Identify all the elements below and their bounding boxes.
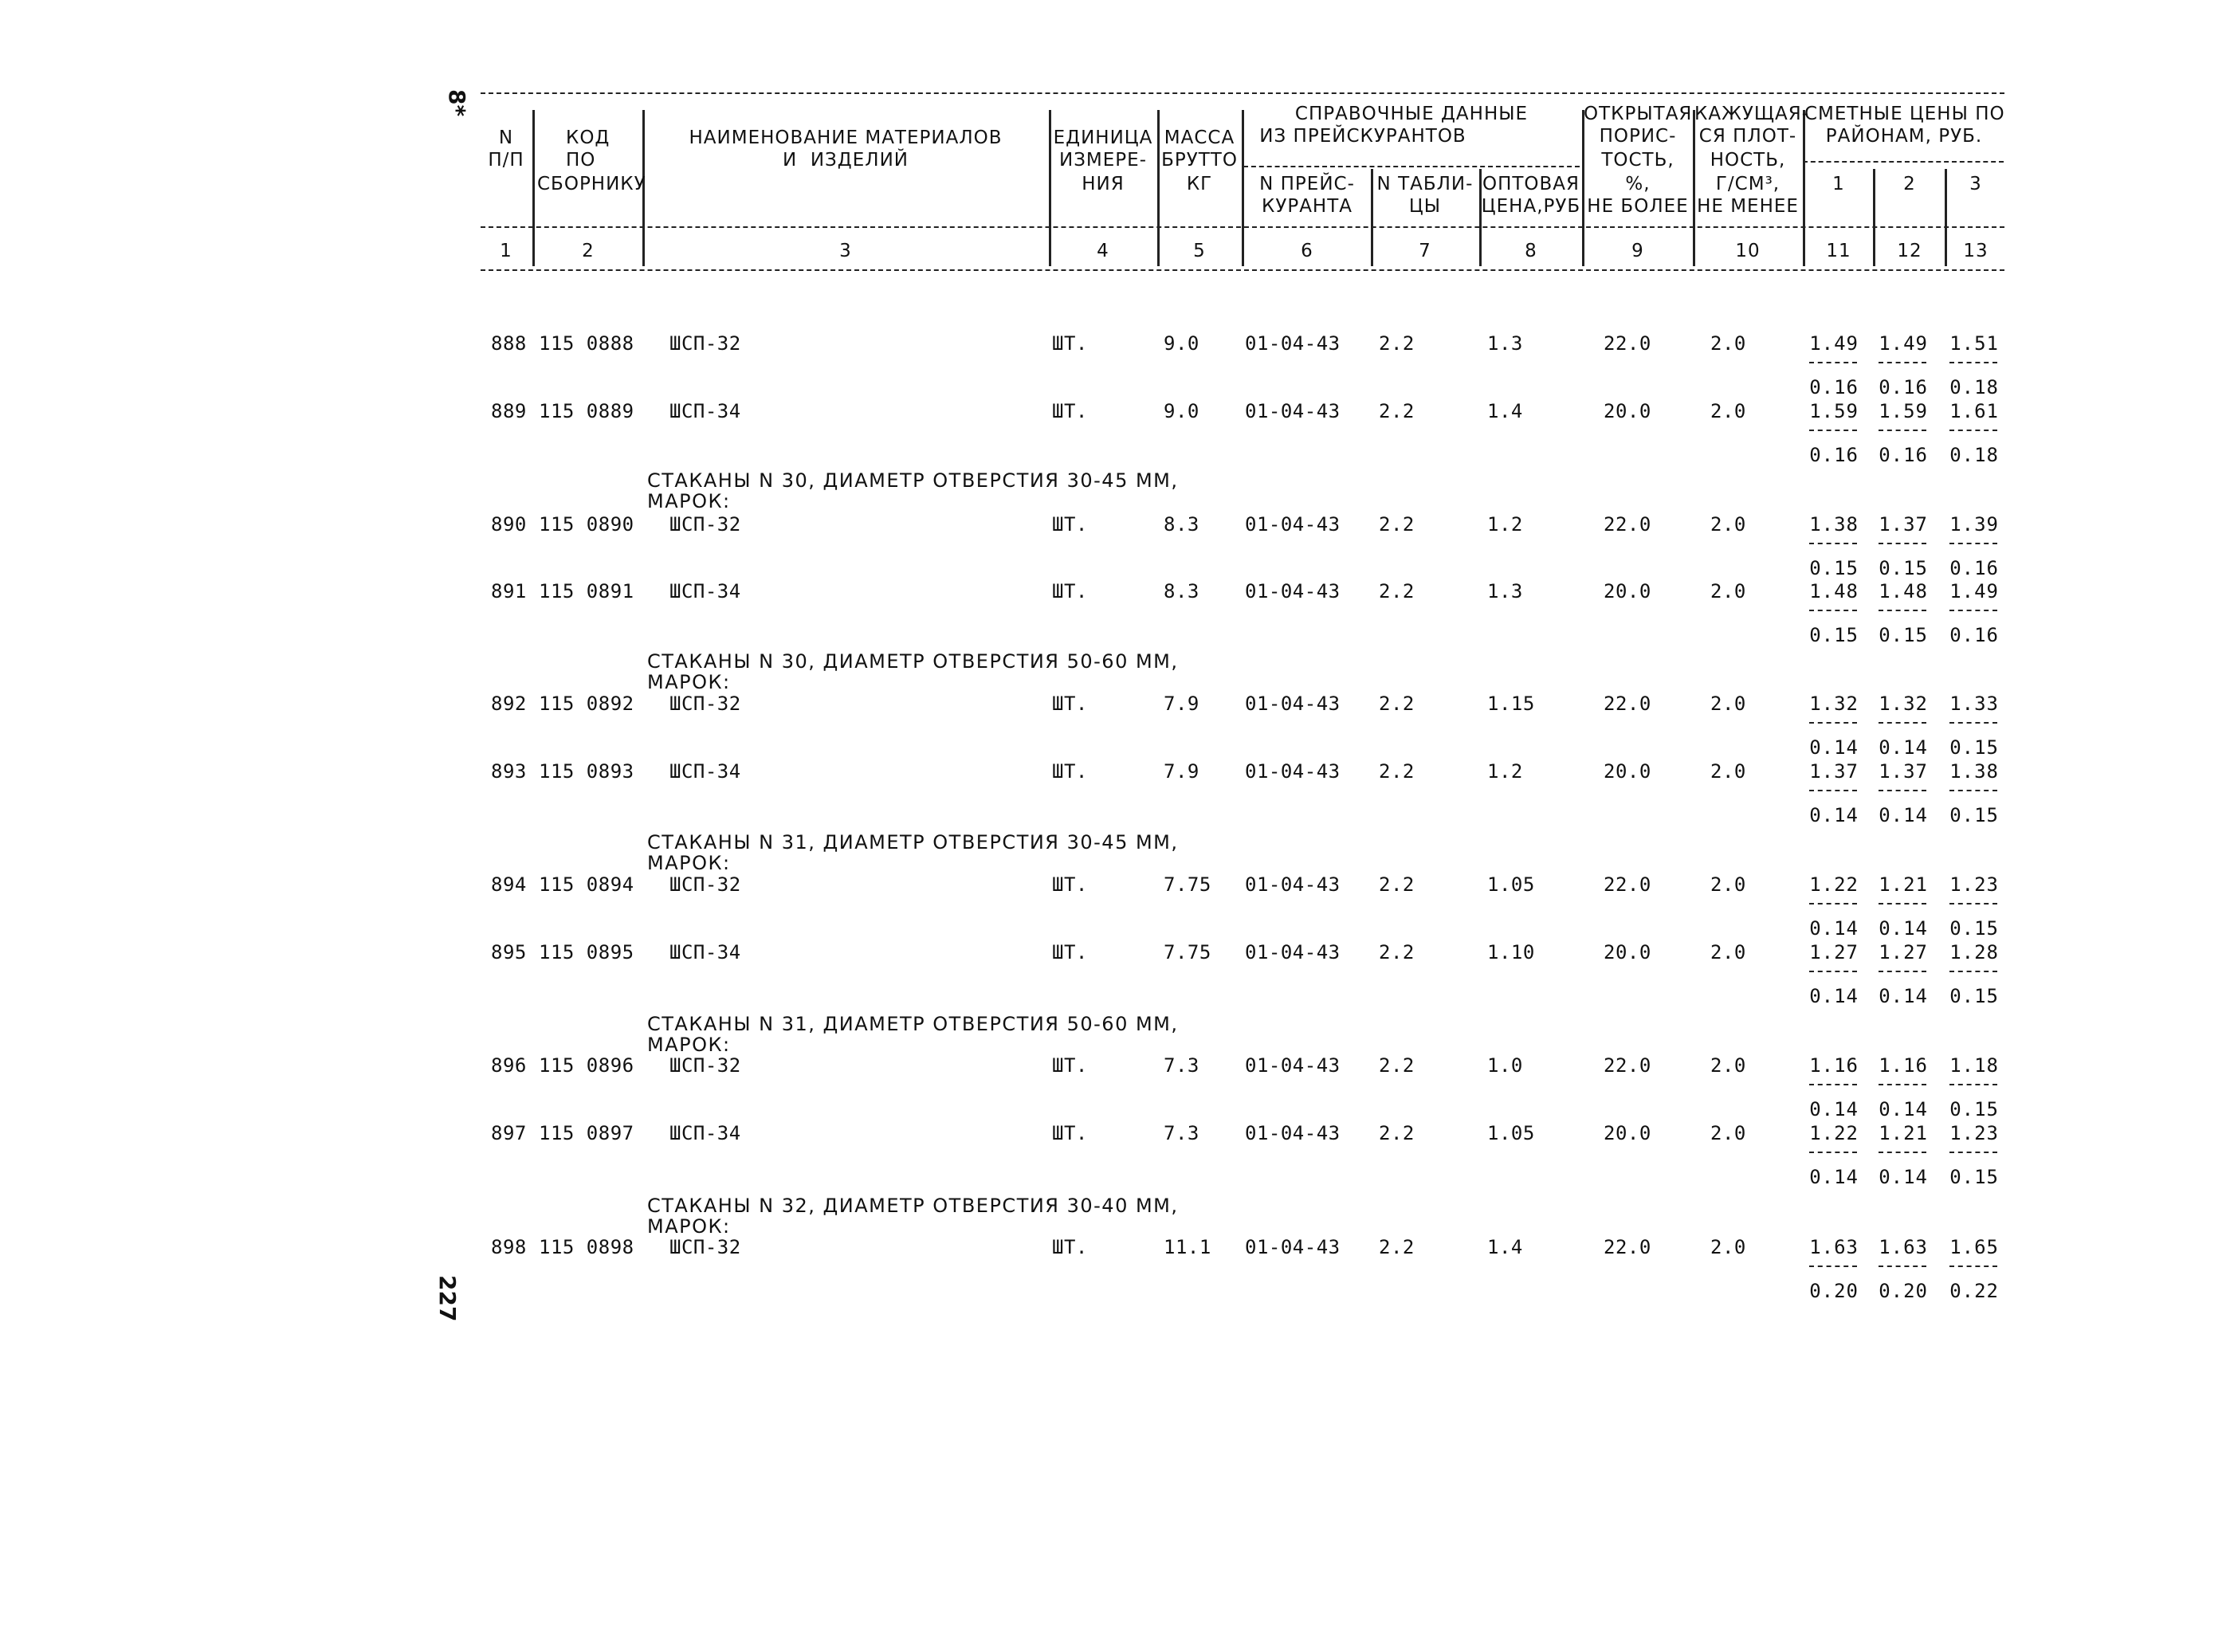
row-density: 2.0 (1710, 1236, 1746, 1258)
row-estimated-price-1: 1.22 (1809, 873, 1859, 896)
row-estimated-price-secondary-2: 0.16 (1879, 376, 1928, 398)
row-porosity: 20.0 (1604, 760, 1651, 783)
row-price-list: 01-04-43 (1245, 1054, 1341, 1077)
row-estimated-price-secondary-3: 0.15 (1949, 736, 1999, 759)
fraction-rule (1879, 1152, 1926, 1153)
row-wholesale-price: 1.05 (1487, 1122, 1535, 1144)
row-price-list: 01-04-43 (1245, 400, 1341, 422)
hdr-c1-line2: П/П (488, 150, 524, 171)
hdr-c6-line2: КУРАНТА (1261, 196, 1353, 217)
row-estimated-price-2: 1.16 (1879, 1054, 1928, 1077)
group-prices-rule (1803, 161, 2004, 163)
row-mass: 8.3 (1164, 580, 1199, 602)
row-material-name: ШСП-34 (669, 941, 741, 963)
row-estimated-price-2: 1.32 (1879, 693, 1928, 715)
row-number: 893 (491, 760, 527, 783)
row-number: 897 (491, 1122, 527, 1144)
row-estimated-price-secondary-3: 0.15 (1949, 917, 1999, 940)
row-estimated-price-secondary-3: 0.18 (1949, 376, 1999, 398)
colnum-4: 4 (1097, 241, 1109, 261)
fraction-rule (1809, 722, 1857, 724)
row-number: 890 (491, 513, 527, 536)
section-heading: СТАКАНЫ N 30, ДИАМЕТР ОТВЕРСТИЯ 50-60 ММ, МАРОК: (647, 650, 1179, 693)
row-estimated-price-2: 1.48 (1879, 580, 1928, 602)
row-wholesale-price: 1.10 (1487, 941, 1535, 963)
row-porosity: 22.0 (1604, 1054, 1651, 1077)
row-estimated-price-1: 1.63 (1809, 1236, 1859, 1258)
row-price-list: 01-04-43 (1245, 760, 1341, 783)
row-estimated-price-secondary-3: 0.15 (1949, 1098, 1999, 1120)
row-price-list: 01-04-43 (1245, 580, 1341, 602)
hdr-group-ref-line1: СПРАВОЧНЫЕ ДАННЫЕ (1294, 104, 1529, 124)
row-porosity: 20.0 (1604, 941, 1651, 963)
row-estimated-price-3: 1.28 (1949, 941, 1999, 963)
colnum-3: 3 (839, 241, 852, 261)
row-table-number: 2.2 (1379, 1054, 1415, 1077)
row-density: 2.0 (1710, 693, 1746, 715)
row-estimated-price-secondary-3: 0.15 (1949, 804, 1999, 826)
fraction-rule (1879, 903, 1926, 904)
row-estimated-price-secondary-1: 0.14 (1809, 985, 1859, 1007)
row-code: 115 0897 (539, 1122, 634, 1144)
row-estimated-price-secondary-3: 0.16 (1949, 557, 1999, 579)
hdr-c13: 3 (1969, 174, 1982, 194)
fraction-rule (1879, 790, 1926, 791)
row-wholesale-price: 1.3 (1487, 580, 1523, 602)
fraction-rule (1879, 430, 1926, 431)
row-table-number: 2.2 (1379, 941, 1415, 963)
row-wholesale-price: 1.15 (1487, 693, 1535, 715)
colnum-5: 5 (1193, 241, 1206, 261)
row-estimated-price-3: 1.65 (1949, 1236, 1999, 1258)
row-wholesale-price: 1.05 (1487, 873, 1535, 896)
row-estimated-price-secondary-2: 0.20 (1879, 1280, 1928, 1302)
row-unit: ШТ. (1052, 693, 1088, 715)
row-estimated-price-2: 1.27 (1879, 941, 1928, 963)
fraction-rule (1809, 1084, 1857, 1085)
row-number: 895 (491, 941, 527, 963)
row-number: 894 (491, 873, 527, 896)
fraction-rule (1809, 430, 1857, 431)
colnum-7: 7 (1419, 241, 1431, 261)
hdr-c6-line1: N ПРЕЙС- (1259, 174, 1355, 194)
row-number: 896 (491, 1054, 527, 1077)
row-material-name: ШСП-32 (669, 1236, 741, 1258)
colnum-13: 13 (1963, 241, 1989, 261)
row-mass: 7.9 (1164, 760, 1199, 783)
row-wholesale-price: 1.2 (1487, 760, 1523, 783)
row-density: 2.0 (1710, 1122, 1746, 1144)
row-material-name: ШСП-32 (669, 693, 741, 715)
row-price-list: 01-04-43 (1245, 693, 1341, 715)
row-wholesale-price: 1.2 (1487, 513, 1523, 536)
fraction-rule (1879, 610, 1926, 611)
row-estimated-price-secondary-3: 0.22 (1949, 1280, 1999, 1302)
row-estimated-price-1: 1.59 (1809, 400, 1859, 422)
row-estimated-price-secondary-2: 0.15 (1879, 624, 1928, 646)
fraction-rule (1949, 722, 1997, 724)
row-estimated-price-secondary-1: 0.14 (1809, 804, 1859, 826)
row-unit: ШТ. (1052, 941, 1088, 963)
row-estimated-price-secondary-2: 0.16 (1879, 444, 1928, 466)
row-density: 2.0 (1710, 400, 1746, 422)
hdr-c9-line2: ПОРИС- (1599, 126, 1677, 147)
hdr-c10-line4: Г/СМ³, (1715, 174, 1780, 194)
section-heading: СТАКАНЫ N 32, ДИАМЕТР ОТВЕРСТИЯ 30-40 ММ, МАРОК: (647, 1195, 1179, 1238)
row-wholesale-price: 1.4 (1487, 400, 1523, 422)
hdr-c1-line1: N (498, 128, 514, 148)
hdr-c2-line2: ПО (566, 150, 596, 171)
group-ref-rule (1243, 166, 1580, 167)
hdr-c3-line2: И ИЗДЕЛИЙ (783, 150, 909, 171)
row-code: 115 0898 (539, 1236, 634, 1258)
fraction-rule (1879, 971, 1926, 972)
row-estimated-price-secondary-1: 0.16 (1809, 444, 1859, 466)
row-estimated-price-secondary-2: 0.14 (1879, 1098, 1928, 1120)
colnum-1: 1 (500, 241, 512, 261)
hdr-group-ref-line2: ИЗ ПРЕЙСКУРАНТОВ (1259, 126, 1466, 147)
row-estimated-price-secondary-2: 0.14 (1879, 736, 1928, 759)
row-estimated-price-1: 1.32 (1809, 693, 1859, 715)
fraction-rule (1809, 610, 1857, 611)
row-density: 2.0 (1710, 513, 1746, 536)
row-estimated-price-3: 1.23 (1949, 873, 1999, 896)
colnum-10: 10 (1735, 241, 1761, 261)
fraction-rule (1949, 430, 1997, 431)
top-margin-mark: 8* (444, 89, 470, 117)
row-unit: ШТ. (1052, 873, 1088, 896)
row-price-list: 01-04-43 (1245, 873, 1341, 896)
row-number: 891 (491, 580, 527, 602)
row-table-number: 2.2 (1379, 332, 1415, 355)
colnum-6: 6 (1301, 241, 1313, 261)
row-mass: 7.75 (1164, 941, 1211, 963)
hdr-c9-line1: ОТКРЫТАЯ (1584, 104, 1693, 124)
row-code: 115 0892 (539, 693, 634, 715)
row-unit: ШТ. (1052, 332, 1088, 355)
row-wholesale-price: 1.4 (1487, 1236, 1523, 1258)
row-estimated-price-2: 1.49 (1879, 332, 1928, 355)
row-price-list: 01-04-43 (1245, 332, 1341, 355)
row-estimated-price-secondary-2: 0.14 (1879, 917, 1928, 940)
row-code: 115 0888 (539, 332, 634, 355)
hdr-c4-line2: ИЗМЕРЕ- (1058, 150, 1148, 171)
row-code: 115 0893 (539, 760, 634, 783)
row-table-number: 2.2 (1379, 1236, 1415, 1258)
row-number: 892 (491, 693, 527, 715)
page-number: 227 (434, 1275, 461, 1322)
row-estimated-price-secondary-3: 0.15 (1949, 1166, 1999, 1188)
hdr-c10-line3: НОСТЬ, (1710, 150, 1786, 171)
hdr-c8-line1: ОПТОВАЯ (1482, 174, 1580, 194)
row-estimated-price-3: 1.38 (1949, 760, 1999, 783)
row-code: 115 0895 (539, 941, 634, 963)
hdr-c10-line2: СЯ ПЛОТ- (1698, 126, 1797, 147)
row-estimated-price-1: 1.27 (1809, 941, 1859, 963)
fraction-rule (1949, 790, 1997, 791)
row-estimated-price-secondary-2: 0.14 (1879, 985, 1928, 1007)
row-estimated-price-2: 1.21 (1879, 873, 1928, 896)
row-unit: ШТ. (1052, 760, 1088, 783)
row-estimated-price-3: 1.51 (1949, 332, 1999, 355)
hdr-c3-line1: НАИМЕНОВАНИЕ МАТЕРИАЛОВ (689, 128, 1003, 148)
row-porosity: 22.0 (1604, 513, 1651, 536)
hdr-c7-line1: N ТАБЛИ- (1376, 174, 1474, 194)
row-number: 889 (491, 400, 527, 422)
hdr-c9-line5: НЕ БОЛЕЕ (1587, 196, 1689, 217)
row-estimated-price-secondary-2: 0.15 (1879, 557, 1928, 579)
section-heading: СТАКАНЫ N 31, ДИАМЕТР ОТВЕРСТИЯ 50-60 ММ, МАРОК: (647, 1013, 1179, 1056)
row-porosity: 22.0 (1604, 1236, 1651, 1258)
hdr-c8-line2: ЦЕНА,РУБ (1481, 196, 1581, 217)
row-unit: ШТ. (1052, 580, 1088, 602)
row-code: 115 0896 (539, 1054, 634, 1077)
row-estimated-price-2: 1.63 (1879, 1236, 1928, 1258)
row-estimated-price-1: 1.49 (1809, 332, 1859, 355)
row-estimated-price-secondary-1: 0.15 (1809, 557, 1859, 579)
hdr-c9-line3: ТОСТЬ, (1601, 150, 1674, 171)
fraction-rule (1809, 362, 1857, 363)
row-porosity: 20.0 (1604, 400, 1651, 422)
row-estimated-price-secondary-1: 0.16 (1809, 376, 1859, 398)
row-estimated-price-secondary-2: 0.14 (1879, 804, 1928, 826)
row-density: 2.0 (1710, 580, 1746, 602)
hdr-c9-line4: %, (1625, 174, 1651, 194)
row-table-number: 2.2 (1379, 693, 1415, 715)
row-porosity: 20.0 (1604, 580, 1651, 602)
row-density: 2.0 (1710, 873, 1746, 896)
hdr-c12: 2 (1903, 174, 1916, 194)
row-table-number: 2.2 (1379, 513, 1415, 536)
row-estimated-price-secondary-1: 0.15 (1809, 624, 1859, 646)
hdr-group-prices-line1: СМЕТНЫЕ ЦЕНЫ ПО (1804, 104, 2005, 124)
row-estimated-price-secondary-3: 0.18 (1949, 444, 1999, 466)
row-density: 2.0 (1710, 332, 1746, 355)
row-mass: 7.3 (1164, 1122, 1199, 1144)
row-estimated-price-1: 1.38 (1809, 513, 1859, 536)
hdr-c11: 1 (1832, 174, 1845, 194)
row-porosity: 22.0 (1604, 332, 1651, 355)
row-estimated-price-3: 1.33 (1949, 693, 1999, 715)
fraction-rule (1809, 1152, 1857, 1153)
row-code: 115 0890 (539, 513, 634, 536)
row-density: 2.0 (1710, 760, 1746, 783)
row-mass: 7.3 (1164, 1054, 1199, 1077)
fraction-rule (1879, 722, 1926, 724)
row-estimated-price-secondary-1: 0.20 (1809, 1280, 1859, 1302)
hdr-c5-line3: КГ (1186, 174, 1213, 194)
fraction-rule (1879, 543, 1926, 544)
row-material-name: ШСП-32 (669, 1054, 741, 1077)
fraction-rule (1809, 543, 1857, 544)
fraction-rule (1879, 362, 1926, 363)
row-density: 2.0 (1710, 941, 1746, 963)
fraction-rule (1879, 1265, 1926, 1267)
row-material-name: ШСП-34 (669, 580, 741, 602)
hdr-group-prices-line2: РАЙОНАМ, РУБ. (1825, 126, 1983, 147)
row-material-name: ШСП-32 (669, 332, 741, 355)
row-unit: ШТ. (1052, 1122, 1088, 1144)
row-table-number: 2.2 (1379, 400, 1415, 422)
row-table-number: 2.2 (1379, 580, 1415, 602)
row-estimated-price-3: 1.49 (1949, 580, 1999, 602)
row-code: 115 0894 (539, 873, 634, 896)
row-mass: 11.1 (1164, 1236, 1211, 1258)
row-estimated-price-3: 1.18 (1949, 1054, 1999, 1077)
fraction-rule (1949, 903, 1997, 904)
hdr-c5-line1: МАССА (1164, 128, 1235, 148)
row-price-list: 01-04-43 (1245, 1236, 1341, 1258)
fraction-rule (1949, 1152, 1997, 1153)
header-bottom-rule (481, 269, 2004, 271)
fraction-rule (1949, 971, 1997, 972)
row-porosity: 20.0 (1604, 1122, 1651, 1144)
colnum-12: 12 (1897, 241, 1922, 261)
row-mass: 8.3 (1164, 513, 1199, 536)
fraction-rule (1949, 610, 1997, 611)
row-material-name: ШСП-34 (669, 400, 741, 422)
fraction-rule (1809, 903, 1857, 904)
row-mass: 9.0 (1164, 400, 1199, 422)
row-estimated-price-secondary-3: 0.16 (1949, 624, 1999, 646)
row-material-name: ШСП-34 (669, 1122, 741, 1144)
section-heading: СТАКАНЫ N 31, ДИАМЕТР ОТВЕРСТИЯ 30-45 ММ, МАРОК: (647, 831, 1179, 874)
row-estimated-price-3: 1.61 (1949, 400, 1999, 422)
row-table-number: 2.2 (1379, 1122, 1415, 1144)
row-unit: ШТ. (1052, 400, 1088, 422)
hdr-c4-line3: НИЯ (1082, 174, 1125, 194)
row-estimated-price-2: 1.37 (1879, 760, 1928, 783)
section-heading: СТАКАНЫ N 30, ДИАМЕТР ОТВЕРСТИЯ 30-45 ММ, МАРОК: (647, 469, 1179, 512)
colnum-2: 2 (582, 241, 595, 261)
colnum-9: 9 (1631, 241, 1644, 261)
row-price-list: 01-04-43 (1245, 941, 1341, 963)
row-estimated-price-1: 1.48 (1809, 580, 1859, 602)
row-estimated-price-secondary-1: 0.14 (1809, 917, 1859, 940)
row-estimated-price-2: 1.21 (1879, 1122, 1928, 1144)
row-table-number: 2.2 (1379, 873, 1415, 896)
row-mass: 7.75 (1164, 873, 1211, 896)
fraction-rule (1949, 1265, 1997, 1267)
row-estimated-price-3: 1.39 (1949, 513, 1999, 536)
colnum-11: 11 (1826, 241, 1851, 261)
row-estimated-price-secondary-1: 0.14 (1809, 736, 1859, 759)
hdr-c10-line1: КАЖУЩАЯ- (1694, 104, 1810, 124)
hdr-c10-line5: НЕ МЕНЕЕ (1697, 196, 1799, 217)
row-estimated-price-2: 1.37 (1879, 513, 1928, 536)
fraction-rule (1949, 1084, 1997, 1085)
row-material-name: ШСП-34 (669, 760, 741, 783)
row-mass: 7.9 (1164, 693, 1199, 715)
row-estimated-price-1: 1.16 (1809, 1054, 1859, 1077)
row-wholesale-price: 1.3 (1487, 332, 1523, 355)
fraction-rule (1809, 1265, 1857, 1267)
fraction-rule (1809, 790, 1857, 791)
row-estimated-price-1: 1.37 (1809, 760, 1859, 783)
colnum-8: 8 (1525, 241, 1537, 261)
row-porosity: 22.0 (1604, 693, 1651, 715)
row-density: 2.0 (1710, 1054, 1746, 1077)
row-material-name: ШСП-32 (669, 513, 741, 536)
row-number: 898 (491, 1236, 527, 1258)
row-estimated-price-secondary-3: 0.15 (1949, 985, 1999, 1007)
row-unit: ШТ. (1052, 1054, 1088, 1077)
fraction-rule (1949, 362, 1997, 363)
fraction-rule (1809, 971, 1857, 972)
header-top-rule (481, 92, 2004, 94)
row-price-list: 01-04-43 (1245, 1122, 1341, 1144)
row-porosity: 22.0 (1604, 873, 1651, 896)
hdr-c7-line2: ЦЫ (1408, 196, 1442, 217)
row-estimated-price-secondary-1: 0.14 (1809, 1098, 1859, 1120)
hdr-c2-line3: СБОРНИКУ (537, 174, 646, 194)
row-estimated-price-3: 1.23 (1949, 1122, 1999, 1144)
row-estimated-price-2: 1.59 (1879, 400, 1928, 422)
row-wholesale-price: 1.0 (1487, 1054, 1523, 1077)
row-price-list: 01-04-43 (1245, 513, 1341, 536)
row-unit: ШТ. (1052, 1236, 1088, 1258)
hdr-c4-line1: ЕДИНИЦА (1053, 128, 1153, 148)
row-code: 115 0891 (539, 580, 634, 602)
hdr-c2-line1: КОД (566, 128, 611, 148)
row-unit: ШТ. (1052, 513, 1088, 536)
fraction-rule (1949, 543, 1997, 544)
row-mass: 9.0 (1164, 332, 1199, 355)
row-estimated-price-1: 1.22 (1809, 1122, 1859, 1144)
row-estimated-price-secondary-2: 0.14 (1879, 1166, 1928, 1188)
row-code: 115 0889 (539, 400, 634, 422)
row-number: 888 (491, 332, 527, 355)
hdr-c5-line2: БРУТТО (1161, 150, 1238, 171)
fraction-rule (1879, 1084, 1926, 1085)
row-table-number: 2.2 (1379, 760, 1415, 783)
row-material-name: ШСП-32 (669, 873, 741, 896)
row-estimated-price-secondary-1: 0.14 (1809, 1166, 1859, 1188)
